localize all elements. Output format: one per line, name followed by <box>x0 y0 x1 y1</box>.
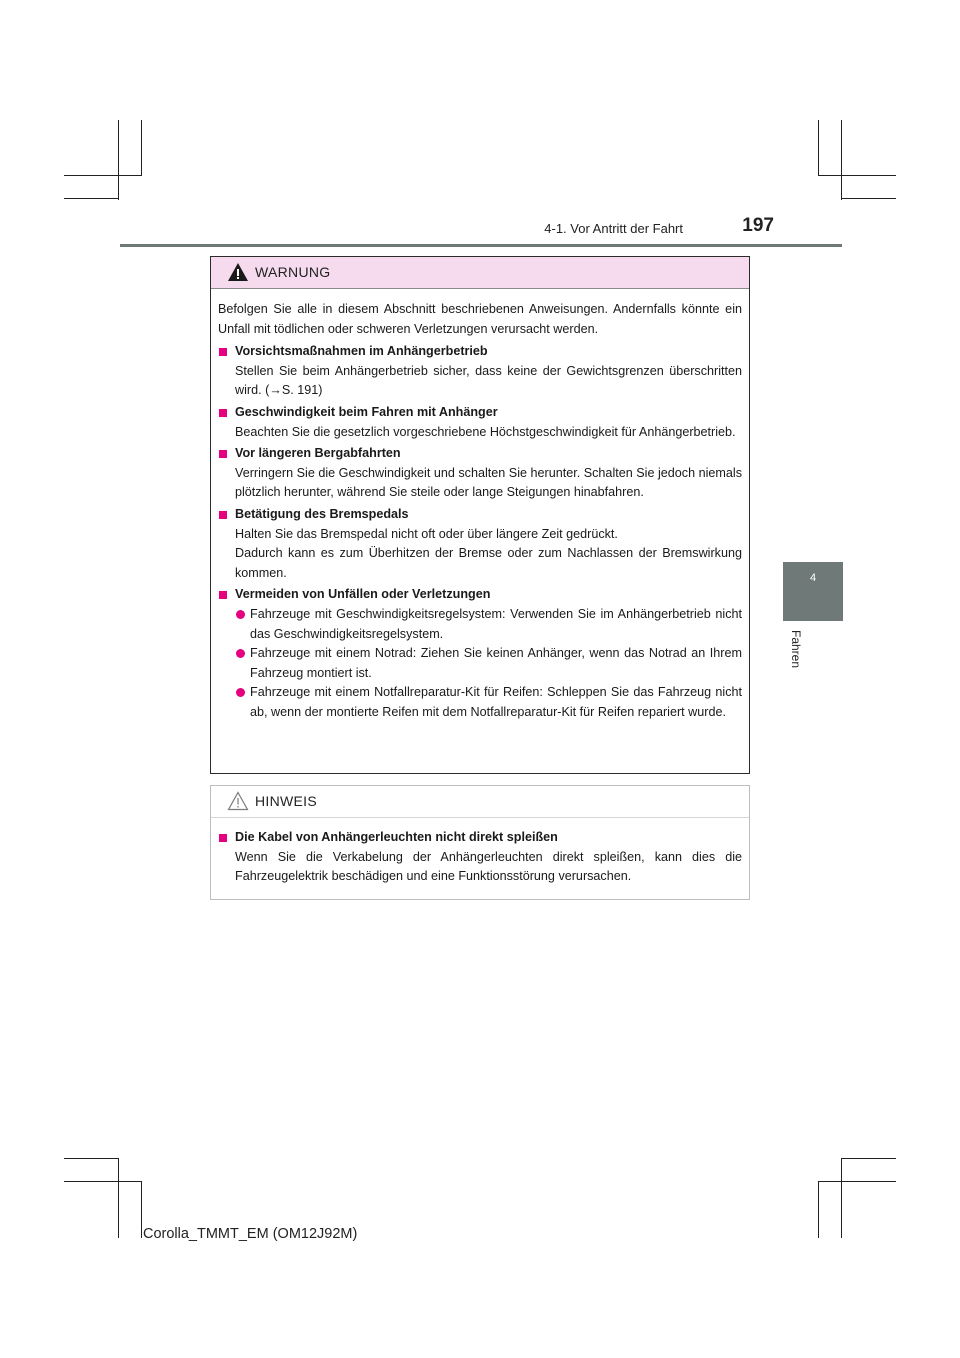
crop-mark <box>818 1181 819 1238</box>
chapter-number: 4 <box>809 572 817 584</box>
warning-header <box>211 257 749 289</box>
round-bullet-icon <box>236 610 245 619</box>
section-title: 4-1. Vor Antritt der Fahrt <box>544 221 683 236</box>
footer-document-id: Corolla_TMMT_EM (OM12J92M) <box>143 1226 358 1242</box>
crop-mark <box>118 1158 119 1238</box>
warning-item <box>218 444 742 503</box>
crop-mark <box>841 1158 896 1159</box>
warning-heading: WARNUNG <box>255 264 331 280</box>
warning-item-text: Beachten Sie die gesetzlich vorgeschriebene Höchstgeschwindigkeit für Anhängerbetrieb. <box>235 424 736 439</box>
warning-item-text: Halten Sie das Bremspedal nicht oft oder über längere Zeit gedrückt. <box>235 526 618 541</box>
warning-item <box>218 403 742 442</box>
crop-mark <box>818 1181 896 1182</box>
warning-item-title: Vor längeren Bergabfahrten <box>235 446 401 461</box>
crop-mark <box>141 1181 142 1238</box>
notice-title: Die Kabel von Anhängerleuchten nicht direkt spleißen <box>235 830 558 844</box>
warning-item <box>218 342 742 401</box>
warning-item-title: Geschwindigkeit beim Fahren mit Anhänger <box>235 404 498 419</box>
warning-item-text: Dadurch kann es zum Überhitzen der Bremse oder zum Nachlassen der Bremswirkung kommen. <box>235 546 742 580</box>
header-rule <box>120 244 842 247</box>
square-bullet-icon <box>219 591 227 599</box>
square-bullet-icon <box>219 511 227 519</box>
warning-item <box>218 505 742 583</box>
crop-mark <box>64 1181 142 1182</box>
crop-mark <box>841 198 896 199</box>
crop-mark <box>818 120 819 176</box>
crop-mark <box>841 1158 842 1238</box>
notice-text: Wenn Sie die Verkabelung der Anhängerleuchten direkt spleißen, kann dies die Fahrzeugelektrik beschädigen und eine Funktionsstörung verursachen. <box>235 849 742 884</box>
round-bullet-icon <box>236 688 245 697</box>
crop-mark <box>64 198 119 199</box>
chapter-tab[interactable] <box>783 562 843 621</box>
square-bullet-icon <box>219 409 227 417</box>
crop-mark <box>64 175 142 176</box>
list-item: Fahrzeuge mit einem Notfallreparatur-Kit für Reifen: Schleppen Sie das Fahrzeug nicht ab, wenn der montierte Reifen mit dem Notfallreparatur-Kit für Reifen repariert wurde. <box>218 683 742 722</box>
page-number: 197 <box>742 215 774 236</box>
list-item: Fahrzeuge mit einem Notrad: Ziehen Sie keinen Anhänger, wenn das Notrad an Ihrem Fahrzeug montiert ist. <box>218 644 742 683</box>
square-bullet-icon <box>219 348 227 356</box>
notice-header <box>211 786 749 818</box>
warning-box <box>210 256 750 774</box>
warning-item-text: Stellen Sie beim Anhängerbetrieb sicher, dass keine der Gewichtsgrenzen überschritten wird. (→S. 191) <box>235 363 742 398</box>
crop-mark <box>841 120 842 200</box>
warning-item-title: Vorsichtsmaßnahmen im Anhängerbetrieb <box>235 344 488 359</box>
notice-box <box>210 785 750 900</box>
crop-mark <box>141 120 142 176</box>
crop-mark <box>64 1158 119 1159</box>
crop-mark <box>118 120 119 200</box>
square-bullet-icon <box>219 834 227 842</box>
warning-triangle-icon <box>227 262 249 282</box>
square-bullet-icon <box>219 450 227 458</box>
chapter-label-text: Fahren <box>789 630 803 669</box>
warning-item-title: Betätigung des Bremspedals <box>235 506 409 521</box>
chapter-label <box>790 630 804 670</box>
caution-triangle-icon <box>227 791 249 811</box>
warning-item-text: Verringern Sie die Geschwindigkeit und schalten Sie herunter. Schalten Sie jedoch niemals plötzlich herunter, während Sie steile oder lange Steigungen hinabfahren. <box>235 465 742 500</box>
warning-item <box>218 585 742 722</box>
list-item: Fahrzeuge mit Geschwindigkeitsregelsystem: Verwenden Sie im Anhängerbetrieb nicht das Geschwindigkeitsregelsystem. <box>218 605 742 644</box>
round-bullet-icon <box>236 649 245 658</box>
warning-intro: Befolgen Sie alle in diesem Abschnitt beschriebenen Anweisungen. Andernfalls könnte ein Unfall mit tödlichen oder schweren Verletzungen verursacht werden. <box>218 302 742 336</box>
warning-item-title: Vermeiden von Unfällen oder Verletzungen <box>235 587 491 602</box>
crop-mark <box>818 175 896 176</box>
notice-heading: HINWEIS <box>255 793 317 809</box>
